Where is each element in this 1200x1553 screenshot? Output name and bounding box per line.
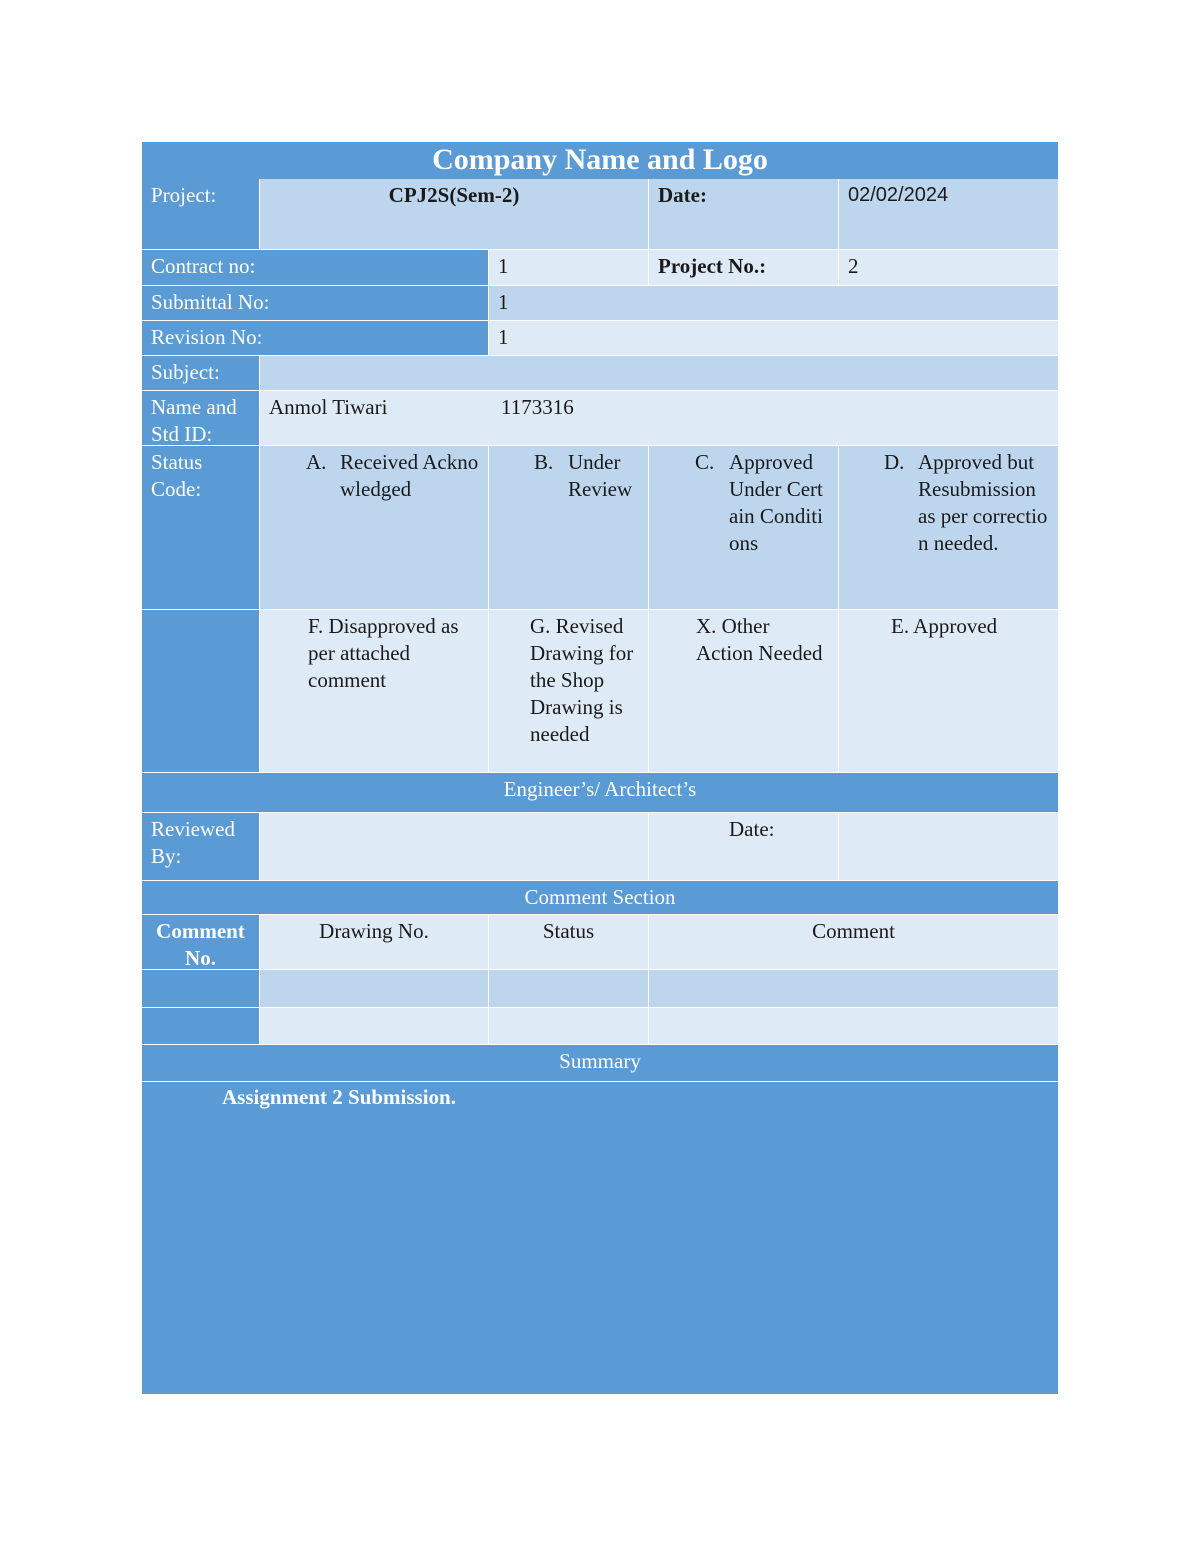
engineer-heading: Engineer’s/ Architect’s	[142, 773, 1058, 812]
summary-text[interactable]: Assignment 2 Submission.	[142, 1082, 1058, 1394]
project-no-value[interactable]: 2	[839, 250, 1058, 285]
comment-section-heading: Comment Section	[142, 881, 1058, 914]
date-label: Date:	[649, 179, 838, 249]
date-value[interactable]: 02/02/2024	[839, 179, 1058, 249]
subject-label: Subject:	[142, 356, 259, 390]
student-info	[260, 391, 1058, 445]
status-code-c-text: Approved Under Certain Conditions	[729, 450, 823, 555]
project-value[interactable]: CPJ2S(Sem-2)	[260, 179, 648, 249]
status-code-d-text: Approved but Resubmission as per correction needed.	[918, 450, 1048, 555]
submittal-form	[142, 142, 1058, 1394]
status-code-c-marker: C.	[695, 450, 715, 474]
comment-no-header: Comment No.	[142, 915, 259, 969]
status-code-b-marker: B.	[534, 450, 554, 474]
status-code-label: Status Code:	[142, 446, 259, 609]
comment-row-1-no[interactable]	[142, 970, 259, 1007]
comment-row-2-status[interactable]	[489, 1008, 648, 1044]
project-label: Project:	[142, 179, 259, 249]
status-code-a-text: Received Acknowledged	[340, 450, 479, 501]
status-code-f: F. Disapproved as per attached comment	[260, 610, 488, 772]
subject-value[interactable]	[260, 356, 1058, 390]
status-header: Status	[489, 915, 648, 969]
project-no-label: Project No.:	[649, 250, 838, 285]
comment-row-2-no[interactable]	[142, 1008, 259, 1044]
review-date-field[interactable]	[839, 813, 1058, 880]
status-code-x: X. Other Action Needed	[649, 610, 838, 772]
status-code-b	[489, 446, 648, 609]
student-id[interactable]: 1173316	[501, 395, 574, 419]
revision-value[interactable]: 1	[489, 321, 1058, 355]
comment-header: Comment	[649, 915, 1058, 969]
status-code-g: G. Revised Drawing for the Shop Drawing is needed	[489, 610, 648, 772]
status-code-d-marker: D.	[884, 450, 905, 474]
comment-row-1-status[interactable]	[489, 970, 648, 1007]
page-title: Company Name and Logo	[142, 142, 1058, 179]
student-label: Name and Std ID:	[142, 391, 259, 445]
comment-row-1-drawing[interactable]	[260, 970, 488, 1007]
status-code-a	[260, 446, 488, 609]
review-date-label: Date:	[649, 813, 838, 880]
summary-heading: Summary	[142, 1045, 1058, 1081]
contract-value[interactable]: 1	[489, 250, 648, 285]
status-code-e: E. Approved	[839, 610, 1058, 772]
status-code-c	[649, 446, 838, 609]
contract-label: Contract no:	[142, 250, 488, 285]
drawing-no-header: Drawing No.	[260, 915, 488, 969]
reviewed-by-field[interactable]	[260, 813, 648, 880]
comment-row-1-comment[interactable]	[649, 970, 1058, 1007]
status-code-a-marker: A.	[306, 450, 327, 474]
student-name[interactable]: Anmol Tiwari	[269, 395, 388, 419]
status-code-label-continued	[142, 610, 259, 772]
status-code-d	[839, 446, 1058, 609]
comment-row-2-comment[interactable]	[649, 1008, 1058, 1044]
revision-label: Revision No:	[142, 321, 488, 355]
comment-row-2-drawing[interactable]	[260, 1008, 488, 1044]
reviewed-by-label: Reviewed By:	[142, 813, 259, 880]
submittal-label: Submittal No:	[142, 286, 488, 320]
status-code-b-text: Under Review	[568, 450, 633, 501]
submittal-value[interactable]: 1	[489, 286, 1058, 320]
